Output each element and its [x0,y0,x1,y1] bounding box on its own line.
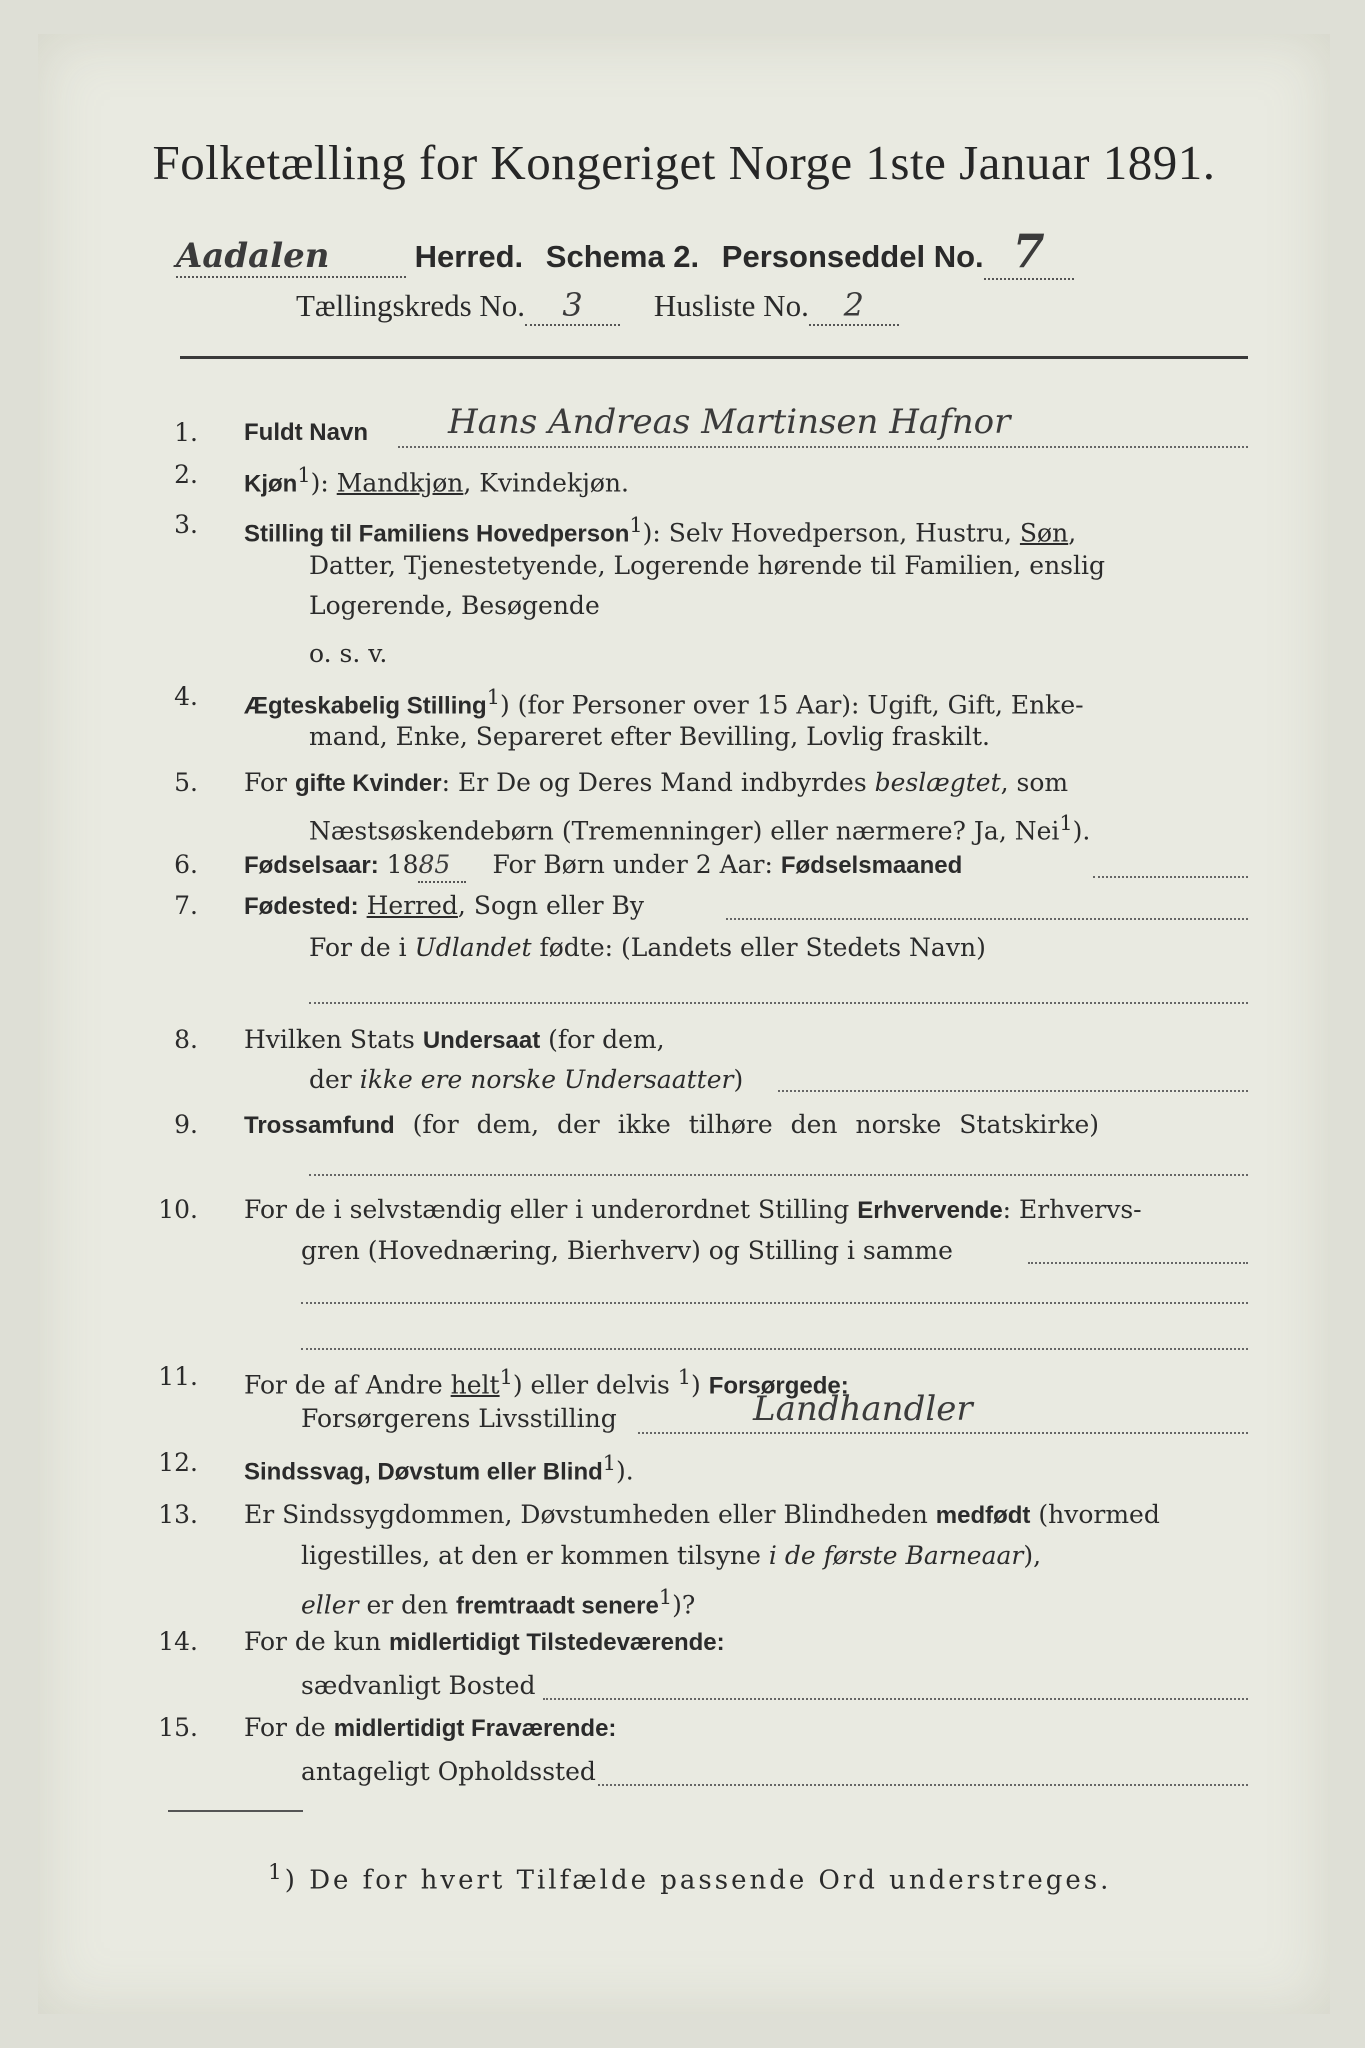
son-underlined: Søn [1019,518,1069,548]
personseddel-value: 7 [1012,224,1045,278]
schema-label: Schema 2. [545,239,700,274]
herred-value: Aadalen [176,236,330,276]
personseddel-label: Personseddel No. [721,239,984,274]
birth-year-value: 85 [418,850,451,879]
husliste-value: 2 [843,286,864,324]
husliste-label: Husliste No. [653,288,809,323]
herred-line [176,224,1074,280]
census-form: Folketælling for Kongeriget Norge 1ste Januar 1891. Aadalen Herred. Schema 2. Personseddel No. 7 Tællingskreds No. 3 Husliste No. 2 1. Fuldt Navn Hans Andreas Martinsen Hafnor 2. Kjøn$^1$): Mandkjøn, Kvindekjøn. 3. Stilling til Familiens Hovedperson$^1$): Selv Hovedperson, Hustru, Søn, Datter, Tjenestetyende, Logerende hørende til Familien, enslig Logerende, Besøgende o. s. v. 4. Ægteskabelig Stilling$^1$) (for Personer over 15 Aar): Ugift, Gift, Enke- mand, Enke, Separeret efter Bevilling, Lovlig fraskilt. 5. For gifte Kvinder: Er De og Deres Mand indbyrdes beslægtet, som Næstsøskendebørn (Tremenninger) eller nærmere? Ja, Nei$^1$). 6. Fødselsaar: 1885 For Børn under 2 Aar: Fødselsmaaned 7. Fødested: Herred, Sogn eller By For de i Udlandet fødte: (Landets eller Stedets Navn) 8. Hvilken Stats Undersaat (for dem, der ikke ere norske Undersaatter) 9. Trossamfund (for dem, der ikke tilhøre den norske Statskirke) 10. For de i selvstændig eller i underordnet Stilling Erhvervende: Erhvervs- gren (Hovednæring, Bierhverv) og Stilling i samme 11. For de af Andre helt$^1$) eller delvis $^1$) Forsørgede: Forsørgerens Livsstilling Landhandler 12. Sindssvag, Døvstum eller Blind$^1$). 13. Er Sindssygdommen, Døvstumheden eller Blindheden medfødt (hvormed ligestilles, at den er kommen tilsyne i de første Barneaar), eller er den fremtraadt senere$^1$)? 14. For de kun midlertidigt Tilstedeværende: sædvanligt Bosted 15. For de midlertidigt Fraværende: antageligt Opholdssted $^1$) De for hvert Tilfælde passende Ord understreges. [38,34,1330,2014]
provider-occupation-value: Landhandler [753,1389,973,1429]
mandkjon-underlined: Mandkjøn [336,468,464,498]
footnote: $^1$) De for hvert Tilfælde passende Ord understreges. [268,1860,1112,1896]
footnote-rule [168,1810,303,1812]
form-title: Folketælling for Kongeriget Norge 1ste Januar 1891. [152,135,1216,190]
herred-underlined: Herred [366,891,458,920]
header-rule [180,356,1248,359]
kreds-line [296,286,899,326]
full-name-value: Hans Andreas Martinsen Hafnor [448,402,1011,442]
kreds-label: Tællingskreds No. [296,288,526,323]
herred-label: Herred. [414,239,524,274]
helt-underlined: helt [450,1370,500,1400]
kreds-value: 3 [562,286,583,324]
